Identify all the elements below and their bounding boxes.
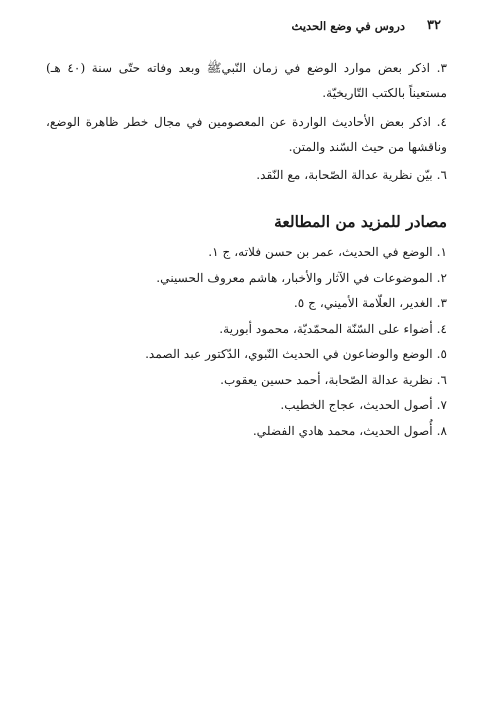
running-title: دروس في وضع الحديث: [291, 19, 405, 33]
sources-list: [46, 240, 447, 444]
source-item: ٧. أصول الحديث، عجاج الخطيب.: [280, 398, 447, 412]
question-4: ٤. اذكر بعض الأحاديث الواردة عن المعصومين في مجال خطر ظاهرة الوضع، وناقشها من حيث السّند والمتن.: [46, 115, 447, 154]
sources-heading: مصادر للمزيد من المطالعة: [274, 212, 447, 231]
source-item: ٦. نظرية عدالة الصّحابة، أحمد حسين يعقوب.: [220, 372, 447, 387]
source-item: ٢. الموضوعات في الآثار والأخبار، هاشم معروف الحسيني.: [156, 270, 447, 285]
source-item: ١. الوضع في الحديث، عمر بن حسن فلاته، ج ١.: [208, 245, 447, 259]
question-list: [46, 56, 447, 188]
source-item: ٨. أُصول الحديث، محمد هادي الفضلي.: [252, 423, 447, 438]
page-body: [46, 56, 447, 444]
source-item: ٤. أضواء على السّنّة المحمّديّة، محمود أبورية.: [219, 321, 447, 336]
page-number: ٣٢: [427, 18, 441, 33]
running-header: [52, 18, 441, 38]
question-3: ٣. اذكر بعض موارد الوضع في زمان النّبيﷺ وبعد وفاته حتّى سنة (٤٠ هـ) مستعيناً بالكتب التّاريخيّة.: [46, 61, 447, 100]
source-item: ٣. الغدير، العلّامة الأميني، ج ٥.: [293, 296, 447, 310]
source-item: ٥. الوضع والوضاعون في الحديث النّبوي، الدّكتور عبد الصمد.: [145, 347, 447, 361]
question-6: ٦. بيّن نظرية عدالة الصّحابة، مع النّقد.: [256, 168, 447, 182]
